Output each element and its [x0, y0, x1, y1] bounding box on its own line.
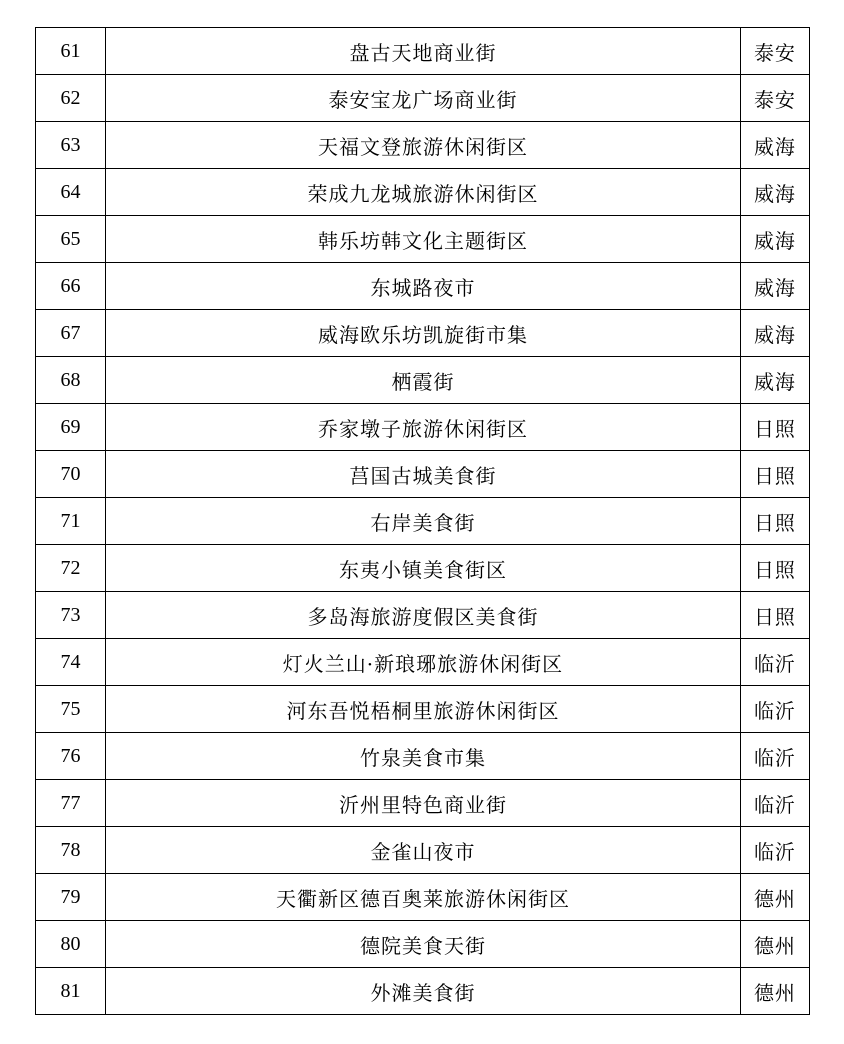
- table-row: [36, 686, 810, 733]
- district-name-cell: 栖霞街: [106, 357, 741, 404]
- table-row: [36, 592, 810, 639]
- city-cell: 临沂: [740, 639, 809, 686]
- city-cell: 日照: [740, 404, 809, 451]
- city-cell: 日照: [740, 545, 809, 592]
- table-row: [36, 874, 810, 921]
- district-name-cell: 威海欧乐坊凯旋街市集: [106, 310, 741, 357]
- city-cell: 临沂: [740, 686, 809, 733]
- city-cell: 日照: [740, 498, 809, 545]
- district-name-cell: 东夷小镇美食街区: [106, 545, 741, 592]
- row-number-cell: 64: [36, 169, 106, 216]
- table-row: [36, 498, 810, 545]
- district-table: [35, 27, 810, 1015]
- table-row: [36, 545, 810, 592]
- row-number-cell: 61: [36, 28, 106, 75]
- table-row: [36, 75, 810, 122]
- city-cell: 德州: [740, 874, 809, 921]
- table-row: [36, 780, 810, 827]
- district-name-cell: 沂州里特色商业街: [106, 780, 741, 827]
- district-name-cell: 金雀山夜市: [106, 827, 741, 874]
- city-cell: 临沂: [740, 827, 809, 874]
- row-number-cell: 80: [36, 921, 106, 968]
- city-cell: 泰安: [740, 75, 809, 122]
- row-number-cell: 67: [36, 310, 106, 357]
- row-number-cell: 81: [36, 968, 106, 1015]
- row-number-cell: 72: [36, 545, 106, 592]
- table-row: [36, 216, 810, 263]
- district-name-cell: 荣成九龙城旅游休闲街区: [106, 169, 741, 216]
- table-row: [36, 921, 810, 968]
- city-cell: 威海: [740, 169, 809, 216]
- row-number-cell: 68: [36, 357, 106, 404]
- district-name-cell: 竹泉美食市集: [106, 733, 741, 780]
- table-row: [36, 451, 810, 498]
- district-name-cell: 德院美食天街: [106, 921, 741, 968]
- row-number-cell: 77: [36, 780, 106, 827]
- district-name-cell: 河东吾悦梧桐里旅游休闲街区: [106, 686, 741, 733]
- row-number-cell: 75: [36, 686, 106, 733]
- district-name-cell: 天衢新区德百奥莱旅游休闲街区: [106, 874, 741, 921]
- table-row: [36, 122, 810, 169]
- city-cell: 日照: [740, 592, 809, 639]
- city-cell: 德州: [740, 968, 809, 1015]
- row-number-cell: 78: [36, 827, 106, 874]
- district-name-cell: 乔家墩子旅游休闲街区: [106, 404, 741, 451]
- district-name-cell: 多岛海旅游度假区美食街: [106, 592, 741, 639]
- table-row: [36, 263, 810, 310]
- row-number-cell: 74: [36, 639, 106, 686]
- table-row: [36, 733, 810, 780]
- row-number-cell: 76: [36, 733, 106, 780]
- table-row: [36, 968, 810, 1015]
- district-name-cell: 天福文登旅游休闲街区: [106, 122, 741, 169]
- table-body: [36, 28, 810, 1015]
- row-number-cell: 73: [36, 592, 106, 639]
- row-number-cell: 71: [36, 498, 106, 545]
- row-number-cell: 79: [36, 874, 106, 921]
- city-cell: 威海: [740, 122, 809, 169]
- row-number-cell: 69: [36, 404, 106, 451]
- district-name-cell: 泰安宝龙广场商业街: [106, 75, 741, 122]
- row-number-cell: 63: [36, 122, 106, 169]
- city-cell: 临沂: [740, 780, 809, 827]
- city-cell: 威海: [740, 263, 809, 310]
- city-cell: 泰安: [740, 28, 809, 75]
- table-row: [36, 639, 810, 686]
- district-name-cell: 盘古天地商业街: [106, 28, 741, 75]
- district-name-cell: 外滩美食街: [106, 968, 741, 1015]
- district-name-cell: 韩乐坊韩文化主题街区: [106, 216, 741, 263]
- table-row: [36, 404, 810, 451]
- table-row: [36, 310, 810, 357]
- district-name-cell: 莒国古城美食街: [106, 451, 741, 498]
- city-cell: 日照: [740, 451, 809, 498]
- table-row: [36, 28, 810, 75]
- city-cell: 威海: [740, 216, 809, 263]
- city-cell: 威海: [740, 310, 809, 357]
- city-cell: 德州: [740, 921, 809, 968]
- district-name-cell: 右岸美食街: [106, 498, 741, 545]
- district-name-cell: 灯火兰山·新琅琊旅游休闲街区: [106, 639, 741, 686]
- city-cell: 威海: [740, 357, 809, 404]
- table-row: [36, 357, 810, 404]
- row-number-cell: 62: [36, 75, 106, 122]
- district-name-cell: 东城路夜市: [106, 263, 741, 310]
- row-number-cell: 66: [36, 263, 106, 310]
- city-cell: 临沂: [740, 733, 809, 780]
- table-row: [36, 169, 810, 216]
- row-number-cell: 70: [36, 451, 106, 498]
- row-number-cell: 65: [36, 216, 106, 263]
- table-row: [36, 827, 810, 874]
